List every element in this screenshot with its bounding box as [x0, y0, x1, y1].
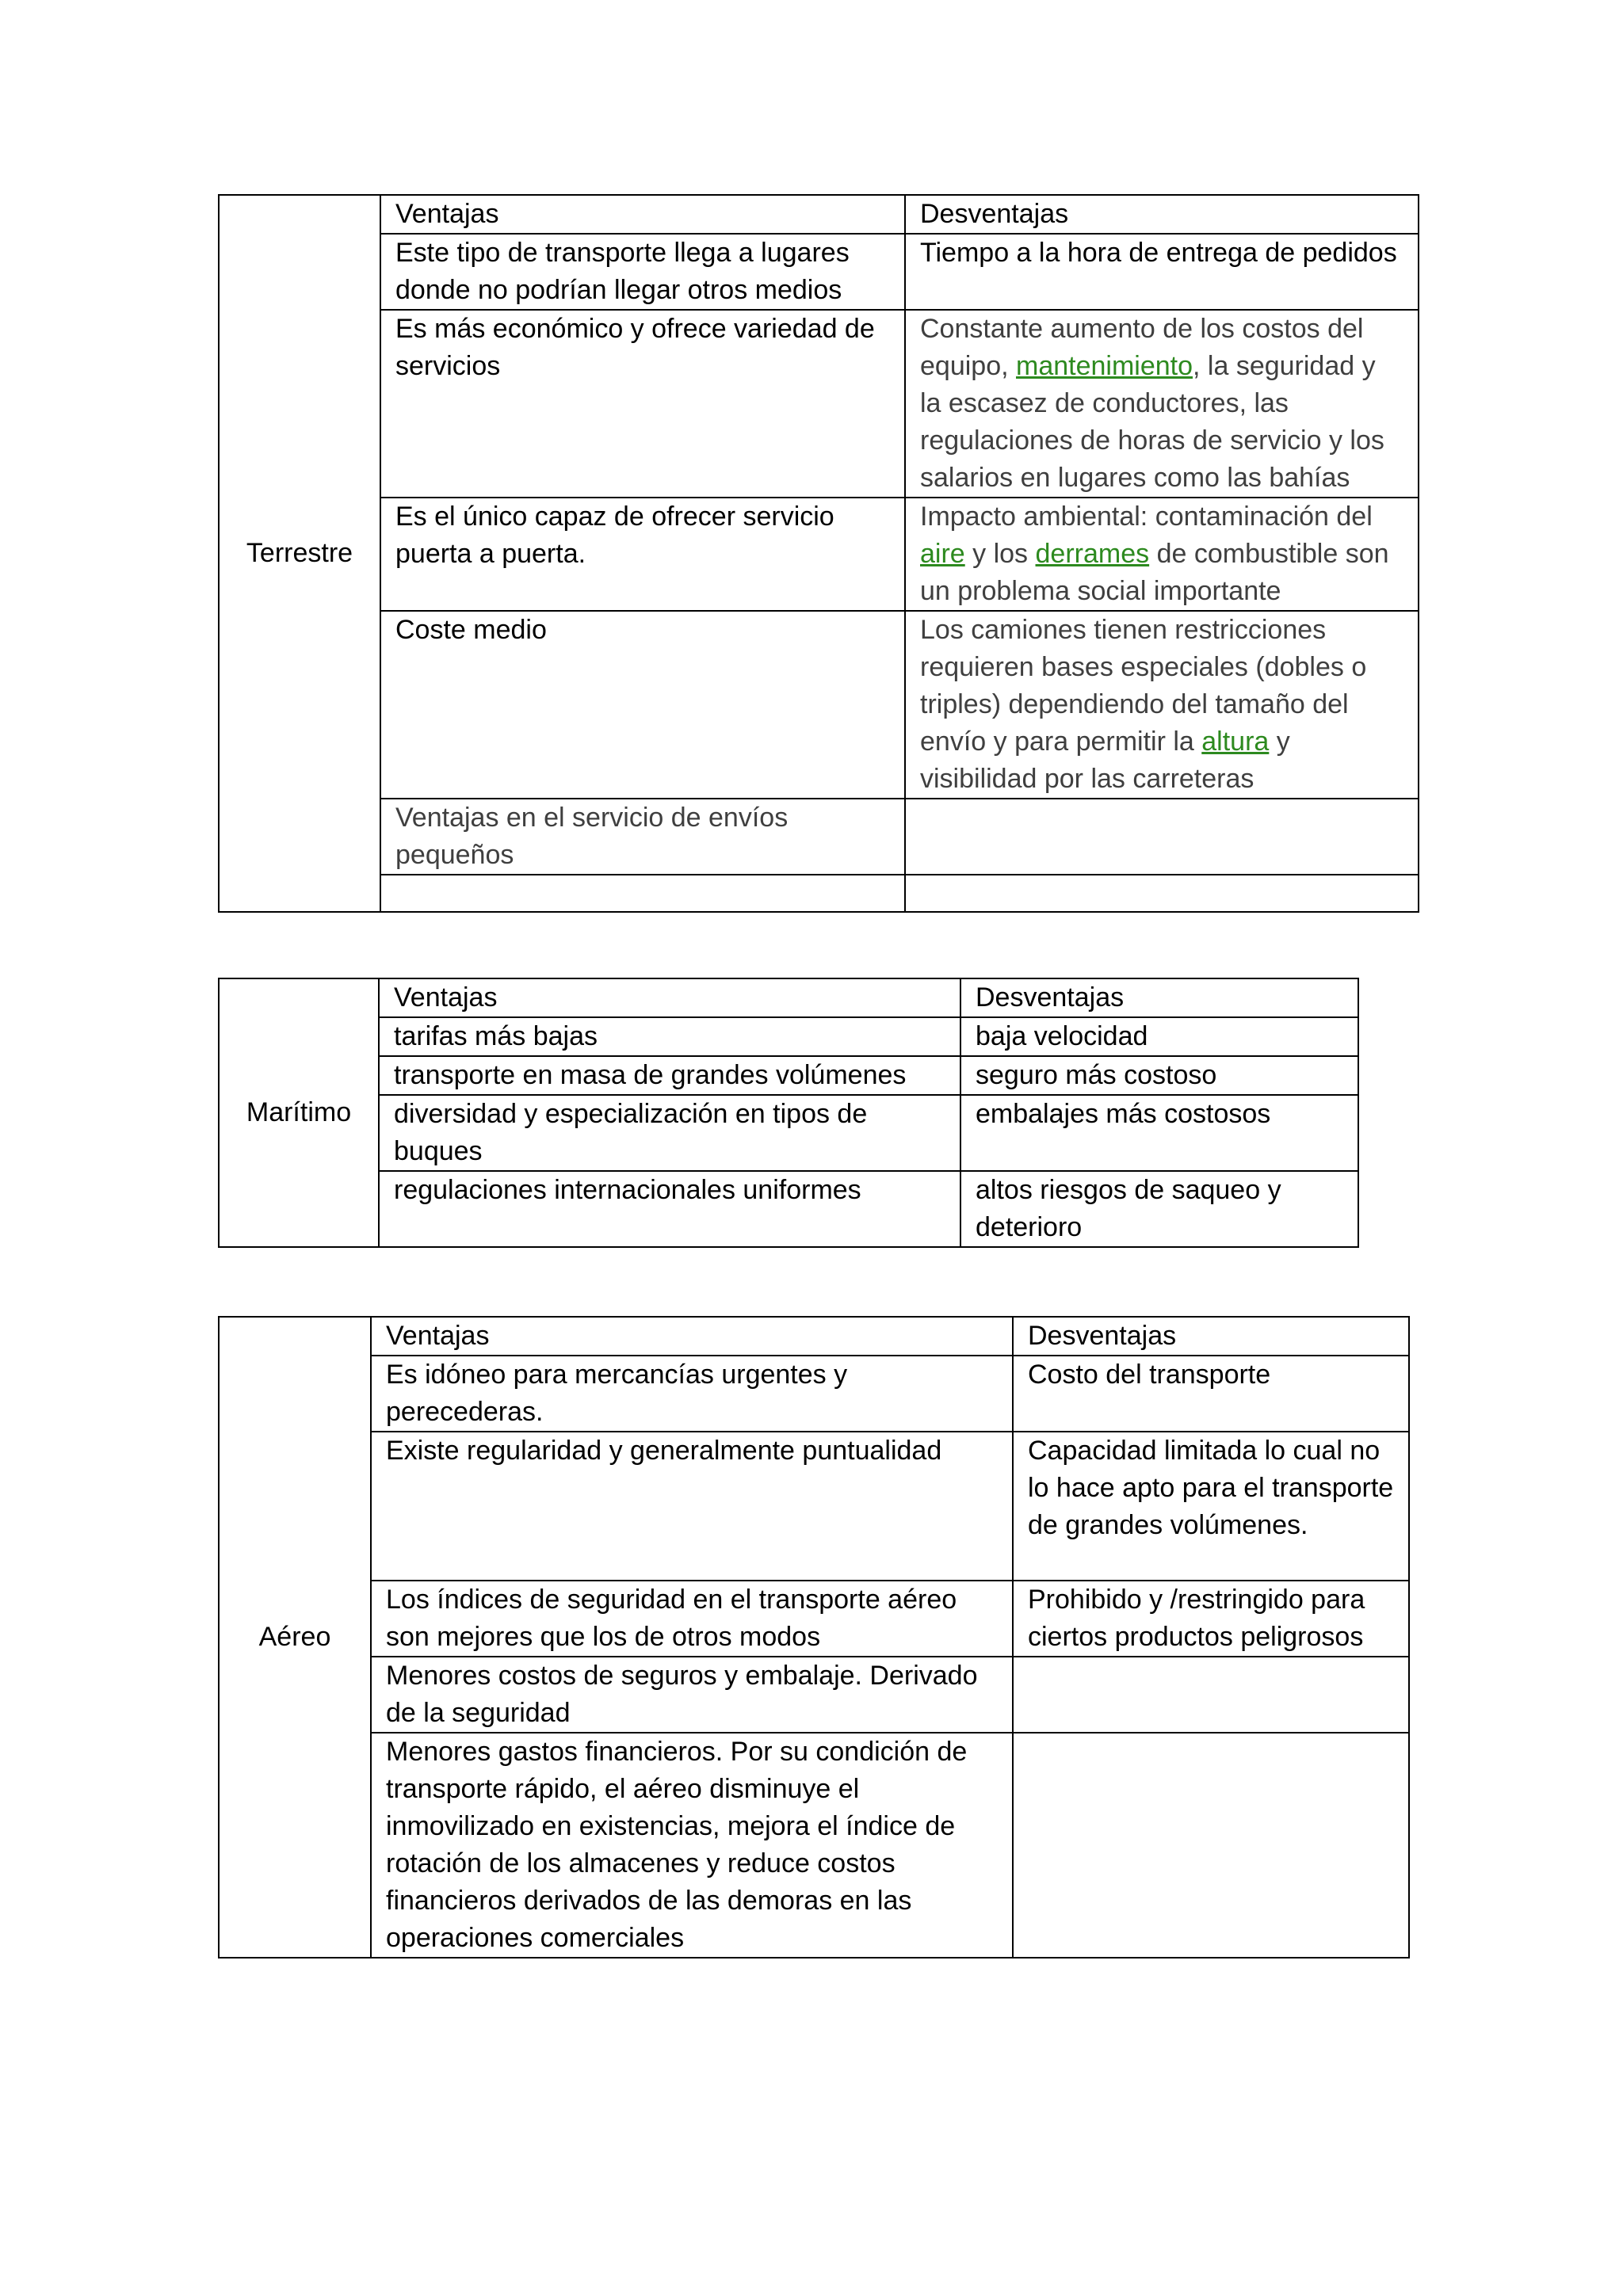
aereo-table: [218, 1316, 1410, 1958]
link-altura[interactable]: altura: [1201, 727, 1270, 757]
link-mantenimiento[interactable]: mantenimiento: [1016, 351, 1193, 381]
text-segment: y visibilidad por las carreteras: [920, 727, 1290, 794]
table-row: [219, 1657, 1409, 1733]
ventaja-cell: Existe regularidad y generalmente puntualidad: [371, 1432, 1013, 1581]
table-row: [219, 1171, 1358, 1247]
ventaja-cell: Este tipo de transporte llega a lugares donde no podrían llegar otros medios: [380, 234, 905, 310]
text-segment: Constante aumento de los costos del equipo,: [920, 314, 1364, 381]
ventaja-cell: Menores gastos financieros. Por su condición de transporte rápido, el aéreo disminuye el inmovilizado en existencias, mejora el índice de rotación de los almacenes y reduce costos financieros derivados de las demoras en las operaciones comerciales: [371, 1733, 1013, 1958]
desventaja-cell: [1013, 1657, 1409, 1733]
header-ventajas: Ventajas: [371, 1317, 1013, 1356]
desventaja-cell: seguro más costoso: [960, 1056, 1358, 1095]
desventaja-cell: [905, 310, 1419, 498]
desventaja-cell: [1013, 1733, 1409, 1958]
header-desventajas: Desventajas: [960, 978, 1358, 1017]
mode-cell-maritimo: Marítimo: [219, 978, 379, 1247]
desventaja-cell: [905, 611, 1419, 799]
text-segment: y los: [964, 539, 1036, 569]
desventaja-cell: baja velocidad: [960, 1017, 1358, 1056]
ventaja-cell: diversidad y especialización en tipos de buques: [379, 1095, 960, 1171]
table-row: [219, 611, 1419, 799]
table-row: [219, 234, 1419, 310]
table-row: [219, 978, 1358, 1017]
ventaja-cell: Es idóneo para mercancías urgentes y perecederas.: [371, 1356, 1013, 1432]
table-row: [219, 875, 1419, 912]
ventaja-cell: transporte en masa de grandes volúmenes: [379, 1056, 960, 1095]
ventaja-cell: Coste medio: [380, 611, 905, 799]
maritimo-table: [218, 978, 1359, 1248]
text-segment: Los camiones tienen restricciones requieren bases especiales (dobles o triples) dependiendo del tamaño del envío y para permitir la: [920, 615, 1367, 757]
table-row: [219, 799, 1419, 875]
table-row: [219, 310, 1419, 498]
desventaja-cell: embalajes más costosos: [960, 1095, 1358, 1171]
header-ventajas: Ventajas: [380, 195, 905, 234]
table-row: [219, 195, 1419, 234]
header-desventajas: Desventajas: [1013, 1317, 1409, 1356]
ventaja-cell: Es el único capaz de ofrecer servicio puerta a puerta.: [380, 498, 905, 611]
header-ventajas: Ventajas: [379, 978, 960, 1017]
ventaja-cell: tarifas más bajas: [379, 1017, 960, 1056]
ventaja-cell: Menores costos de seguros y embalaje. Derivado de la seguridad: [371, 1657, 1013, 1733]
table-row: [219, 1432, 1409, 1581]
desventaja-cell: [905, 498, 1419, 611]
desventaja-cell: [905, 799, 1419, 875]
desventaja-cell: Prohibido y /restringido para ciertos productos peligrosos: [1013, 1581, 1409, 1657]
text-segment: , la seguridad y la escasez de conductores, las regulaciones de horas de servicio y los salarios en lugares como las bahías: [920, 351, 1384, 493]
desventaja-cell: Capacidad limitada lo cual no lo hace apto para el transporte de grandes volúmenes.: [1013, 1432, 1409, 1581]
terrestre-table: [218, 194, 1419, 913]
ventaja-cell: Ventajas en el servicio de envíos pequeños: [380, 799, 905, 875]
mode-cell-aereo: Aéreo: [219, 1317, 371, 1958]
table-row: [219, 498, 1419, 611]
desventaja-cell: Costo del transporte: [1013, 1356, 1409, 1432]
desventaja-cell: altos riesgos de saqueo y deterioro: [960, 1171, 1358, 1247]
ventaja-cell: Los índices de seguridad en el transporte aéreo son mejores que los de otros modos: [371, 1581, 1013, 1657]
table-row: [219, 1017, 1358, 1056]
table-row: [219, 1056, 1358, 1095]
mode-cell-terrestre: Terrestre: [219, 195, 380, 912]
table-row: [219, 1095, 1358, 1171]
table-row: [219, 1581, 1409, 1657]
link-aire[interactable]: aire: [920, 539, 965, 569]
ventaja-cell: [380, 875, 905, 912]
table-row: [219, 1317, 1409, 1356]
desventaja-cell: [905, 875, 1419, 912]
text-segment: Impacto ambiental: contaminación del: [920, 502, 1373, 532]
text-segment: de combustible son un problema social importante: [920, 539, 1389, 606]
ventaja-cell: regulaciones internacionales uniformes: [379, 1171, 960, 1247]
header-desventajas: Desventajas: [905, 195, 1419, 234]
link-derrames[interactable]: derrames: [1035, 539, 1150, 569]
desventaja-cell: Tiempo a la hora de entrega de pedidos: [905, 234, 1419, 310]
ventaja-cell: Es más económico y ofrece variedad de servicios: [380, 310, 905, 498]
table-row: [219, 1356, 1409, 1432]
table-row: [219, 1733, 1409, 1958]
